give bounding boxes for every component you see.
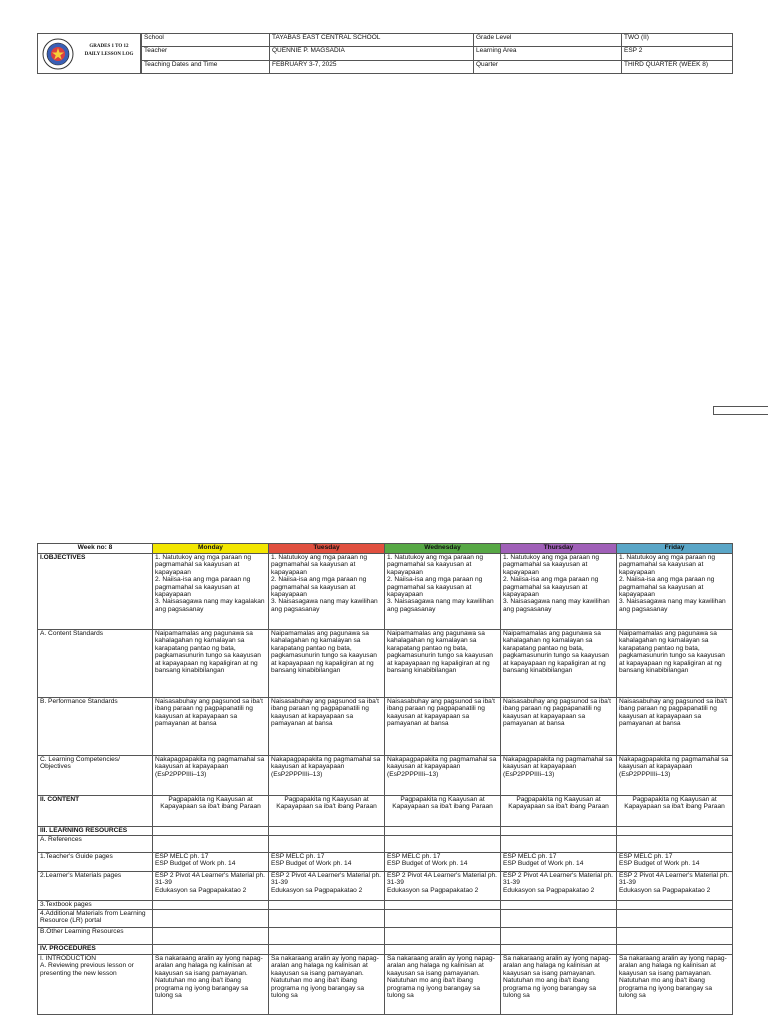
cell-friday: 1. Natutukoy ang mga paraan ng pagmamahal sa kaayusan at kapayapaan 2. Naiisa-isa ang mga paraan ng pagmamahal sa kaayusan at kapayapaan 3. Naisasagawa nang may kawilihan ang pagsasanay <box>617 554 733 630</box>
header-row-teacher <box>142 47 733 60</box>
row-competencies <box>38 756 733 796</box>
header-info-table <box>141 33 733 74</box>
dll-header <box>37 33 732 74</box>
row-textbook <box>38 901 733 910</box>
day-header-wednesday: Wednesday <box>385 544 501 554</box>
day-header-thursday: Thursday <box>501 544 617 554</box>
day-header-monday: Monday <box>153 544 269 554</box>
daily-lesson-log-table <box>37 543 733 1015</box>
cell-wednesday <box>385 928 501 945</box>
row-other-resources <box>38 928 733 945</box>
header-label: Learning Area <box>474 47 622 60</box>
cell-monday <box>153 945 269 955</box>
cell-tuesday: Sa nakaraang aralin ay iyong napag-aralan ang halaga ng kalinisan at kaayusan sa isang pamayanan. Natutuhan mo ang iba't ibang programa ng iyong barangay sa tulong sa <box>269 955 385 1015</box>
cell-thursday: Naisasabuhay ang pagsunod sa iba't ibang paraan ng pagpapanatili ng kaayusan at kapayapaan sa pamayanan at bansa <box>501 698 617 756</box>
row-label: A. References <box>38 836 153 853</box>
header-label: School <box>142 34 270 47</box>
cell-monday: Naipamamalas ang pagunawa sa kahalagahan ng kamalayan sa karapatang pantao ng bata, pagkamasunurin tungo sa kaayusan at kapayapaan ng kapaligiran at ng bansang kinabibilangan <box>153 630 269 698</box>
cell-wednesday: Naisasabuhay ang pagsunod sa iba't ibang paraan ng pagpapanatili ng kaayusan at kapayapaan sa pamayanan at bansa <box>385 698 501 756</box>
header-value: TWO (II) <box>622 34 733 47</box>
row-performance-standards <box>38 698 733 756</box>
row-introduction <box>38 955 733 1015</box>
cell-tuesday <box>269 945 385 955</box>
cell-thursday: Nakapagpapakita ng pagmamahal sa kaayusan at kapayapaan (EsP2PPPIIIi–13) <box>501 756 617 796</box>
row-label: I.OBJECTIVES <box>38 554 153 630</box>
cell-tuesday: Naisasabuhay ang pagsunod sa iba't ibang paraan ng pagpapanatili ng kaayusan at kapayapaan sa pamayanan at bansa <box>269 698 385 756</box>
cell-friday <box>617 910 733 928</box>
header-value: QUENNIE P. MAGSADIA <box>270 47 474 60</box>
row-label: A. Content Standards <box>38 630 153 698</box>
week-number: Week no: 8 <box>38 544 153 554</box>
row-label: B.Other Learning Resources <box>38 928 153 945</box>
header-label: Teacher <box>142 47 270 60</box>
cell-tuesday <box>269 928 385 945</box>
day-header-tuesday: Tuesday <box>269 544 385 554</box>
row-label: IV. PROCEDURES <box>38 945 153 955</box>
header-value: THIRD QUARTER (WEEK 8) <box>622 60 733 73</box>
cell-wednesday <box>385 910 501 928</box>
row-content-standards <box>38 630 733 698</box>
cell-monday: Pagpapakita ng Kaayusan at Kapayapaan sa iba't ibang Paraan <box>153 796 269 827</box>
row-references <box>38 836 733 853</box>
cell-tuesday <box>269 901 385 910</box>
cell-friday: Naisasabuhay ang pagsunod sa iba't ibang paraan ng pagpapanatili ng kaayusan at kapayapaan sa pamayanan at bansa <box>617 698 733 756</box>
cell-friday <box>617 901 733 910</box>
row-teachers-guide <box>38 853 733 872</box>
cell-thursday: ESP MELC ph. 17 ESP Budget of Work ph. 14 <box>501 853 617 872</box>
header-value: FEBRUARY 3-7, 2025 <box>270 60 474 73</box>
header-row-dates <box>142 60 733 73</box>
cell-thursday <box>501 827 617 836</box>
cell-monday: 1. Natutukoy ang mga paraan ng pagmamahal sa kaayusan at kapayapaan 2. Naiisa-isa ang mga paraan ng pagmamahal sa kaayusan at kapayapaan 3. Naisasagawa nang may kagalakan ang pagsasanay <box>153 554 269 630</box>
row-label: III. LEARNING RESOURCES <box>38 827 153 836</box>
cell-monday: ESP 2 Pivot 4A Learner's Material ph. 31-39 Edukasyon sa Pagpapakatao 2 <box>153 872 269 901</box>
cell-monday: Naisasabuhay ang pagsunod sa iba't ibang paraan ng pagpapanatili ng kaayusan at kapayapaan sa pamayanan at bansa <box>153 698 269 756</box>
cell-wednesday <box>385 901 501 910</box>
cell-thursday: ESP 2 Pivot 4A Learner's Material ph. 31-39 Edukasyon sa Pagpapakatao 2 <box>501 872 617 901</box>
cell-thursday <box>501 928 617 945</box>
row-label: II. CONTENT <box>38 796 153 827</box>
header-label: Teaching Dates and Time <box>142 60 270 73</box>
cell-monday: Nakapagpapakita ng pagmamahal sa kaayusan at kapayapaan (EsP2PPPIIIi–13) <box>153 756 269 796</box>
cell-monday: ESP MELC ph. 17 ESP Budget of Work ph. 14 <box>153 853 269 872</box>
cell-friday <box>617 945 733 955</box>
day-header-row <box>38 544 733 554</box>
header-label: Grade Level <box>474 34 622 47</box>
cell-friday <box>617 827 733 836</box>
logo-box <box>37 33 141 74</box>
cell-thursday <box>501 901 617 910</box>
row-additional-materials <box>38 910 733 928</box>
row-learners-materials <box>38 872 733 901</box>
cell-wednesday <box>385 827 501 836</box>
cell-wednesday <box>385 836 501 853</box>
cell-monday <box>153 836 269 853</box>
cell-tuesday: Nakapagpapakita ng pagmamahal sa kaayusan at kapayapaan (EsP2PPPIIIi–13) <box>269 756 385 796</box>
cell-friday <box>617 836 733 853</box>
cell-monday: Sa nakaraang aralin ay iyong napag-aralan ang halaga ng kalinisan at kaayusan sa isang pamayanan. Natutuhan mo ang iba't ibang programa ng iyong barangay sa tulong sa <box>153 955 269 1015</box>
row-label: I. INTRODUCTION A. Reviewing previous lesson or presenting the new lesson <box>38 955 153 1015</box>
cell-wednesday: Nakapagpapakita ng pagmamahal sa kaayusan at kapayapaan (EsP2PPPIIIi–13) <box>385 756 501 796</box>
cell-friday: Sa nakaraang aralin ay iyong napag-aralan ang halaga ng kalinisan at kaayusan sa isang pamayanan. Natutuhan mo ang iba't ibang programa ng iyong barangay sa tulong sa <box>617 955 733 1015</box>
cell-wednesday: 1. Natutukoy ang mga paraan ng pagmamahal sa kaayusan at kapayapaan 2. Naiisa-isa ang mga paraan ng pagmamahal sa kaayusan at kapayapaan 3. Naisasagawa nang may kawilihan ang pagsasanay <box>385 554 501 630</box>
cell-monday <box>153 928 269 945</box>
row-label: 3.Textbook pages <box>38 901 153 910</box>
day-header-friday: Friday <box>617 544 733 554</box>
cell-friday <box>617 928 733 945</box>
cell-friday: Pagpapakita ng Kaayusan at Kapayapaan sa iba't ibang Paraan <box>617 796 733 827</box>
row-procedures <box>38 945 733 955</box>
cell-tuesday: ESP 2 Pivot 4A Learner's Material ph. 31-39 Edukasyon sa Pagpapakatao 2 <box>269 872 385 901</box>
row-learning-resources <box>38 827 733 836</box>
cell-tuesday: Pagpapakita ng Kaayusan at Kapayapaan sa iba't ibang Paraan <box>269 796 385 827</box>
cell-wednesday <box>385 945 501 955</box>
row-label: B. Performance Standards <box>38 698 153 756</box>
cell-monday <box>153 827 269 836</box>
cell-friday: Nakapagpapakita ng pagmamahal sa kaayusan at kapayapaan (EsP2PPPIIIi–13) <box>617 756 733 796</box>
cell-thursday <box>501 836 617 853</box>
cell-wednesday: ESP MELC ph. 17 ESP Budget of Work ph. 14 <box>385 853 501 872</box>
cell-friday: ESP 2 Pivot 4A Learner's Material ph. 31-39 Edukasyon sa Pagpapakatao 2 <box>617 872 733 901</box>
cell-tuesday <box>269 827 385 836</box>
cell-monday <box>153 901 269 910</box>
cell-friday: ESP MELC ph. 17 ESP Budget of Work ph. 14 <box>617 853 733 872</box>
cell-wednesday: ESP 2 Pivot 4A Learner's Material ph. 31-39 Edukasyon sa Pagpapakatao 2 <box>385 872 501 901</box>
deped-seal-icon <box>42 38 74 70</box>
cell-thursday <box>501 910 617 928</box>
header-label: Quarter <box>474 60 622 73</box>
cell-tuesday: ESP MELC ph. 17 ESP Budget of Work ph. 14 <box>269 853 385 872</box>
row-label: 4.Additional Materials from Learning Resource (LR) portal <box>38 910 153 928</box>
row-content <box>38 796 733 827</box>
cell-monday <box>153 910 269 928</box>
row-objectives <box>38 554 733 630</box>
header-value: ESP 2 <box>622 47 733 60</box>
header-value: TAYABAS EAST CENTRAL SCHOOL <box>270 34 474 47</box>
logo-title: GRADES 1 TO 12 DAILY LESSON LOG <box>84 44 134 57</box>
row-label: C. Learning Competencies/ Objectives <box>38 756 153 796</box>
cell-tuesday <box>269 836 385 853</box>
cell-tuesday: Naipamamalas ang pagunawa sa kahalagahan ng kamalayan sa karapatang pantao ng bata, pagkamasunurin tungo sa kaayusan at kapayapaan ng kapaligiran at ng bansang kinabibilangan <box>269 630 385 698</box>
cell-thursday: 1. Natutukoy ang mga paraan ng pagmamahal sa kaayusan at kapayapaan 2. Naiisa-isa ang mga paraan ng pagmamahal sa kaayusan at kapayapaan 3. Naisasagawa nang may kawilihan ang pagsasanay <box>501 554 617 630</box>
empty-box <box>713 406 768 415</box>
cell-thursday <box>501 945 617 955</box>
header-row-school <box>142 34 733 47</box>
row-label: 2.Learner's Materials pages <box>38 872 153 901</box>
cell-friday: Naipamamalas ang pagunawa sa kahalagahan ng kamalayan sa karapatang pantao ng bata, pagkamasunurin tungo sa kaayusan at kapayapaan ng kapaligiran at ng bansang kinabibilangan <box>617 630 733 698</box>
cell-wednesday: Pagpapakita ng Kaayusan at Kapayapaan sa iba't ibang Paraan <box>385 796 501 827</box>
cell-wednesday: Sa nakaraang aralin ay iyong napag-aralan ang halaga ng kalinisan at kaayusan sa isang pamayanan. Natutuhan mo ang iba't ibang programa ng iyong barangay sa tulong sa <box>385 955 501 1015</box>
cell-thursday: Naipamamalas ang pagunawa sa kahalagahan ng kamalayan sa karapatang pantao ng bata, pagkamasunurin tungo sa kaayusan at kapayapaan ng kapaligiran at ng bansang kinabibilangan <box>501 630 617 698</box>
cell-thursday: Pagpapakita ng Kaayusan at Kapayapaan sa iba't ibang Paraan <box>501 796 617 827</box>
cell-wednesday: Naipamamalas ang pagunawa sa kahalagahan ng kamalayan sa karapatang pantao ng bata, pagkamasunurin tungo sa kaayusan at kapayapaan ng kapaligiran at ng bansang kinabibilangan <box>385 630 501 698</box>
cell-tuesday <box>269 910 385 928</box>
cell-tuesday: 1. Natutukoy ang mga paraan ng pagmamahal sa kaayusan at kapayapaan 2. Naiisa-isa ang mga paraan ng pagmamahal sa kaayusan at kapayapaan 3. Naisasagawa nang may kawilihan ang pagsasanay <box>269 554 385 630</box>
cell-thursday: Sa nakaraang aralin ay iyong napag-aralan ang halaga ng kalinisan at kaayusan sa isang pamayanan. Natutuhan mo ang iba't ibang programa ng iyong barangay sa tulong sa <box>501 955 617 1015</box>
row-label: 1.Teacher's Guide pages <box>38 853 153 872</box>
